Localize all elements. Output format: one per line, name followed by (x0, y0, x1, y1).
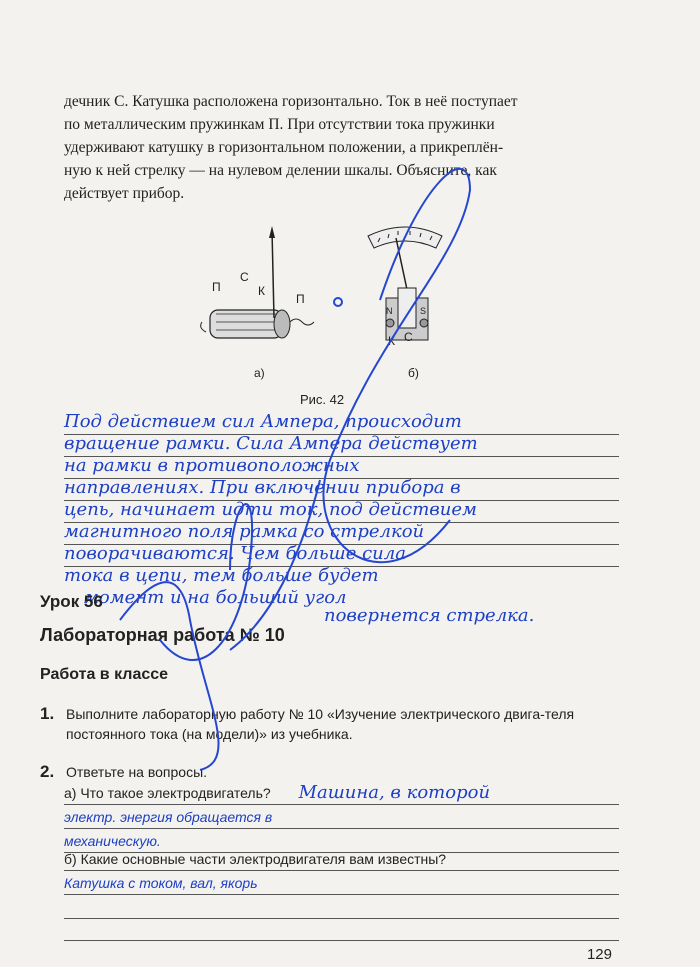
question-a-answer-line: электр. энергия обращается в (64, 806, 619, 829)
problem-paragraph (64, 90, 624, 205)
label-b: б) (408, 366, 419, 380)
label-k-left: К (258, 284, 265, 298)
answer-line: магнитного поля рамка со стрелкой (64, 520, 619, 545)
lesson-title: Урок 56 (40, 592, 103, 611)
task-number: 2. (40, 762, 55, 781)
blank-line (64, 896, 619, 919)
paragraph-line: ную к ней стрелку — на нулевом делении шкалы. Объясните, как (64, 162, 497, 179)
galvanometer-figure (190, 218, 480, 418)
figure-drawing (190, 218, 480, 418)
question-b-line (64, 848, 619, 871)
answer-line: повернется стрелка. (324, 605, 535, 626)
task-text: Выполните лабораторную работу № 10 «Изучение электрического двига-теля постоянного тока (на модели)» из учебника. (66, 706, 575, 742)
label-c-left: С (240, 270, 249, 284)
paragraph-line: действует прибор. (64, 185, 185, 202)
answer-line: Под действием сил Ампера, происходит (64, 410, 619, 435)
blank-line (64, 918, 619, 941)
label-n: N (386, 306, 393, 316)
answer-line: тока в цепи, тем больше будет (64, 565, 379, 586)
answer-line: момент и на больший угол (84, 587, 347, 608)
question-a-prompt: а) Что такое электродвигатель? (64, 785, 271, 801)
paragraph-line: дечник С. Катушка расположена горизонтально. Ток в неё поступает (64, 93, 518, 110)
label-k-right: К (388, 334, 395, 348)
task-number: 1. (40, 704, 55, 723)
label-p-right: П (296, 292, 305, 306)
label-p-left: П (212, 280, 221, 294)
figure-caption: Рис. 42 (300, 392, 345, 407)
answer-line: направлениях. При включении прибора в (64, 476, 619, 501)
label-a: а) (254, 366, 265, 380)
question-b-prompt: б) Какие основные части электродвигателя вам известны? (64, 851, 447, 867)
answer-line: цепь, начинает идти ток, под действием (64, 498, 619, 523)
label-c-right: С (404, 330, 413, 344)
answer-line: на рамки в противоположных (64, 454, 619, 479)
task-text: Ответьте на вопросы. (66, 764, 208, 780)
paragraph-line: удерживают катушку в горизонтальном положении, а прикреплён- (64, 139, 504, 156)
label-s: S (420, 306, 427, 316)
question-b-answer-line: Катушка с током, вал, якорь (64, 872, 619, 895)
section-title: Работа в классе (40, 666, 169, 683)
question-a-line (64, 782, 619, 805)
paragraph-line: по металлическим пружинкам П. При отсутствии тока пружинки (64, 116, 495, 133)
answer-line: поворачиваются. Чем больше сила (64, 542, 619, 567)
lab-title: Лабораторная работа № 10 (40, 625, 285, 645)
question-a-answer-line: механическую. (64, 830, 619, 853)
answer-line: вращение рамки. Сила Ампера действует (64, 432, 619, 457)
question-a-answer: Машина, в которой (298, 782, 491, 803)
page-number: 129 (586, 946, 612, 963)
